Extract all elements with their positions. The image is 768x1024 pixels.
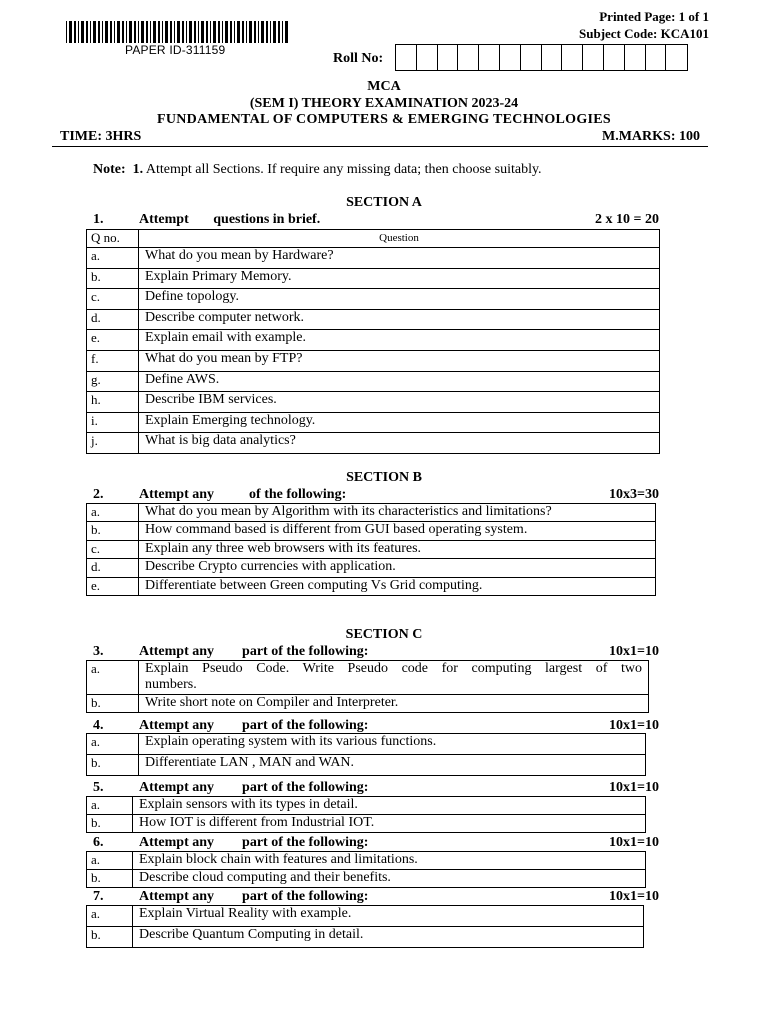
question-row — [87, 289, 660, 310]
question-label: b. — [87, 522, 139, 540]
question-row — [87, 433, 660, 454]
barcode-bar — [230, 21, 232, 43]
section-a-table — [86, 229, 660, 454]
question-label: d. — [87, 309, 139, 330]
max-marks: M.MARKS: 100 — [602, 129, 700, 144]
roll-no-box[interactable] — [583, 45, 604, 70]
barcode-bar — [162, 21, 163, 43]
barcode-bar — [150, 21, 151, 43]
barcode-bar — [258, 21, 259, 43]
question-4-header — [93, 718, 659, 734]
question-row — [87, 330, 660, 351]
question-table — [86, 905, 644, 948]
question-text — [139, 661, 649, 695]
question-text: Differentiate LAN , MAN and WAN. — [139, 755, 646, 776]
question-text: Explain operating system with its various functions. — [139, 734, 646, 755]
question-label: b. — [87, 755, 139, 776]
question-6-header — [93, 835, 659, 851]
barcode-bar — [170, 21, 172, 43]
question-text: Define topology. — [139, 289, 660, 310]
question-label: c. — [87, 289, 139, 310]
barcode-bar — [134, 21, 136, 43]
roll-no-box[interactable] — [604, 45, 625, 70]
question-text: Describe Crypto currencies with application. — [139, 559, 656, 577]
roll-no-box[interactable] — [542, 45, 563, 70]
question-label: a. — [87, 852, 133, 870]
subject-code: Subject Code: KCA101 — [579, 26, 709, 41]
question-label: e. — [87, 330, 139, 351]
question-row — [87, 350, 660, 371]
question-number: 7. — [93, 889, 104, 904]
barcode-bar — [282, 21, 283, 43]
barcode-bar — [237, 21, 240, 43]
question-marks: 10x3=30 — [609, 487, 659, 502]
question-label: j. — [87, 433, 139, 454]
barcode-bar — [174, 21, 175, 43]
question-label: h. — [87, 392, 139, 413]
question-text: What do you mean by Algorithm with its characteristics and limitations? — [139, 504, 656, 522]
question-number: 3. — [93, 644, 104, 659]
question-label: a. — [87, 504, 139, 522]
subject-title: FUNDAMENTAL OF COMPUTERS & EMERGING TECHNOLOGIES — [156, 112, 611, 127]
question-text: Explain sensors with its types in detail. — [133, 797, 646, 815]
question-text: Describe Quantum Computing in detail. — [133, 927, 644, 948]
barcode-bar — [285, 21, 288, 43]
question-row — [87, 268, 660, 289]
question-5-header — [93, 780, 659, 796]
question-1-header — [93, 212, 659, 228]
question-row — [87, 392, 660, 413]
question-row — [87, 371, 660, 392]
section-b-table — [86, 503, 656, 596]
question-row — [87, 412, 660, 433]
barcode-bar — [129, 21, 132, 43]
question-label: f. — [87, 350, 139, 371]
roll-no-box[interactable] — [417, 45, 438, 70]
question-row — [87, 540, 656, 558]
question-marks: 10x1=10 — [609, 835, 659, 850]
roll-no-box[interactable] — [625, 45, 646, 70]
barcode-bar — [222, 21, 223, 43]
barcode-bar — [146, 21, 148, 43]
question-instruction: Attempt any of the following: — [139, 487, 347, 502]
barcode-bar — [242, 21, 244, 43]
roll-no-box[interactable] — [396, 45, 417, 70]
question-row — [87, 522, 656, 540]
question-row — [87, 852, 646, 870]
question-instruction: Attempt any part of the following: — [139, 718, 369, 733]
question-row — [87, 927, 644, 948]
barcode-bar — [81, 21, 84, 43]
exam-title: (SEM I) THEORY EXAMINATION 2023-24 — [249, 96, 519, 111]
question-label: b. — [87, 268, 139, 289]
question-instruction: Attempt any part of the following: — [139, 889, 369, 904]
question-row — [87, 559, 656, 577]
barcode-bar — [198, 21, 199, 43]
roll-no-boxes[interactable] — [395, 44, 688, 71]
question-row — [87, 870, 646, 888]
barcode-bar — [93, 21, 96, 43]
barcode-bar — [266, 21, 268, 43]
barcode-bar — [234, 21, 235, 43]
barcode-bar — [246, 21, 247, 43]
question-row — [87, 577, 656, 595]
question-text: How command based is different from GUI based operating system. — [139, 522, 656, 540]
roll-no-box[interactable] — [562, 45, 583, 70]
section-a-title: SECTION A — [346, 195, 422, 210]
question-label: b. — [87, 815, 133, 833]
note-label: Note: — [93, 162, 126, 177]
section-b-title: SECTION B — [346, 470, 422, 485]
question-number: 4. — [93, 718, 104, 733]
question-label: a. — [87, 734, 139, 755]
question-label: d. — [87, 559, 139, 577]
question-text: Explain Primary Memory. — [139, 268, 660, 289]
question-instruction: Attempt any part of the following: — [139, 644, 369, 659]
barcode-bar — [201, 21, 204, 43]
question-label: b. — [87, 870, 133, 888]
question-text-line: numbers. — [145, 677, 197, 692]
note — [93, 162, 542, 178]
roll-no-box[interactable] — [438, 45, 459, 70]
question-label: a. — [87, 248, 139, 269]
question-2-header — [93, 487, 659, 503]
table-header-row — [87, 230, 660, 248]
question-label: g. — [87, 371, 139, 392]
barcode-bar — [165, 21, 168, 43]
question-row — [87, 661, 649, 695]
barcode-bar — [158, 21, 160, 43]
question-text: How IOT is different from Industrial IOT. — [133, 815, 646, 833]
question-table — [86, 660, 649, 713]
barcode-bar — [270, 21, 271, 43]
question-marks: 10x1=10 — [609, 644, 659, 659]
barcode-bar — [69, 21, 72, 43]
question-row — [87, 309, 660, 330]
barcode-bar — [249, 21, 252, 43]
question-instruction: Attempt questions in brief. — [139, 212, 321, 227]
question-7-header — [93, 889, 659, 905]
question-row — [87, 695, 649, 713]
question-number: 5. — [93, 780, 104, 795]
course-name: MCA — [367, 79, 401, 94]
note-text: Attempt all Sections. If require any missing data; then choose suitably. — [145, 162, 542, 177]
barcode-bar — [117, 21, 120, 43]
question-text: Describe IBM services. — [139, 392, 660, 413]
question-marks: 10x1=10 — [609, 889, 659, 904]
roll-no-box[interactable] — [458, 45, 479, 70]
question-text: Explain Emerging technology. — [139, 412, 660, 433]
barcode-bar — [110, 21, 112, 43]
barcode-bar — [98, 21, 100, 43]
question-label: a. — [87, 661, 139, 695]
barcode-bar — [273, 21, 276, 43]
question-text: Differentiate between Green computing Vs Grid computing. — [139, 577, 656, 595]
barcode-bar — [78, 21, 79, 43]
printed-page: Printed Page: 1 of 1 — [599, 9, 709, 24]
question-text: Define AWS. — [139, 371, 660, 392]
barcode-bar — [138, 21, 139, 43]
question-text: Describe computer network. — [139, 309, 660, 330]
question-instruction: Attempt any part of the following: — [139, 780, 369, 795]
barcode-bar — [141, 21, 144, 43]
question-label: c. — [87, 540, 139, 558]
roll-no-box[interactable] — [666, 45, 687, 70]
barcode-bar — [261, 21, 264, 43]
barcode-bar — [254, 21, 256, 43]
question-row — [87, 797, 646, 815]
paper-id: PAPER ID-311159 — [125, 43, 226, 57]
section-c-title: SECTION C — [345, 627, 423, 642]
barcode-bar — [182, 21, 184, 43]
barcode-bar — [122, 21, 124, 43]
question-text: Write short note on Compiler and Interpreter. — [139, 695, 649, 713]
roll-no-box[interactable] — [521, 45, 542, 70]
note-number: 1. — [132, 162, 144, 177]
question-text: Explain block chain with features and limitations. — [133, 852, 646, 870]
question-text: What is big data analytics? — [139, 433, 660, 454]
question-label: a. — [87, 797, 133, 815]
question-text-line: Explain Pseudo Code. Write Pseudo code for computing largest of two — [145, 661, 642, 676]
question-text: Explain email with example. — [139, 330, 660, 351]
roll-no-box[interactable] — [646, 45, 667, 70]
barcode-bar — [206, 21, 208, 43]
question-number: 6. — [93, 835, 104, 850]
question-label: i. — [87, 412, 139, 433]
qno-column-header: Q no. — [87, 230, 139, 248]
question-row — [87, 734, 646, 755]
question-instruction: Attempt any part of the following: — [139, 835, 369, 850]
header-divider — [52, 146, 708, 147]
question-marks: 2 x 10 = 20 — [595, 212, 659, 227]
roll-no-box[interactable] — [479, 45, 500, 70]
barcode-bar — [90, 21, 91, 43]
question-label: b. — [87, 695, 139, 713]
barcode-bar — [105, 21, 108, 43]
question-text: Explain any three web browsers with its features. — [139, 540, 656, 558]
roll-no-label: Roll No: — [333, 51, 384, 66]
barcode-bar — [177, 21, 180, 43]
question-row — [87, 755, 646, 776]
barcode-bar — [218, 21, 220, 43]
question-number: 1. — [93, 212, 104, 227]
question-table — [86, 851, 646, 888]
question-text: What do you mean by FTP? — [139, 350, 660, 371]
question-row — [87, 815, 646, 833]
barcode-bar — [114, 21, 115, 43]
barcode-bar — [194, 21, 196, 43]
barcode-bar — [186, 21, 187, 43]
question-row — [87, 504, 656, 522]
question-row — [87, 248, 660, 269]
barcode-bar — [278, 21, 280, 43]
barcode-bar — [74, 21, 76, 43]
question-marks: 10x1=10 — [609, 718, 659, 733]
question-row — [87, 906, 644, 927]
barcode-bar — [225, 21, 228, 43]
barcode — [66, 21, 289, 43]
question-column-header: Question — [139, 230, 660, 248]
barcode-bar — [66, 21, 67, 43]
question-label: e. — [87, 577, 139, 595]
time-label: TIME: 3HRS — [60, 129, 142, 144]
question-table — [86, 796, 646, 833]
barcode-bar — [86, 21, 88, 43]
barcode-bar — [153, 21, 156, 43]
question-text: Explain Virtual Reality with example. — [133, 906, 644, 927]
question-marks: 10x1=10 — [609, 780, 659, 795]
roll-no-box[interactable] — [500, 45, 521, 70]
question-table — [86, 733, 646, 776]
barcode-bar — [210, 21, 211, 43]
barcode-bar — [213, 21, 216, 43]
question-text: Describe cloud computing and their benefits. — [133, 870, 646, 888]
question-number: 2. — [93, 487, 104, 502]
barcode-bar — [126, 21, 127, 43]
question-text: What do you mean by Hardware? — [139, 248, 660, 269]
question-label: b. — [87, 927, 133, 948]
barcode-bar — [102, 21, 103, 43]
question-label: a. — [87, 906, 133, 927]
question-3-header — [93, 644, 659, 660]
barcode-bar — [189, 21, 192, 43]
